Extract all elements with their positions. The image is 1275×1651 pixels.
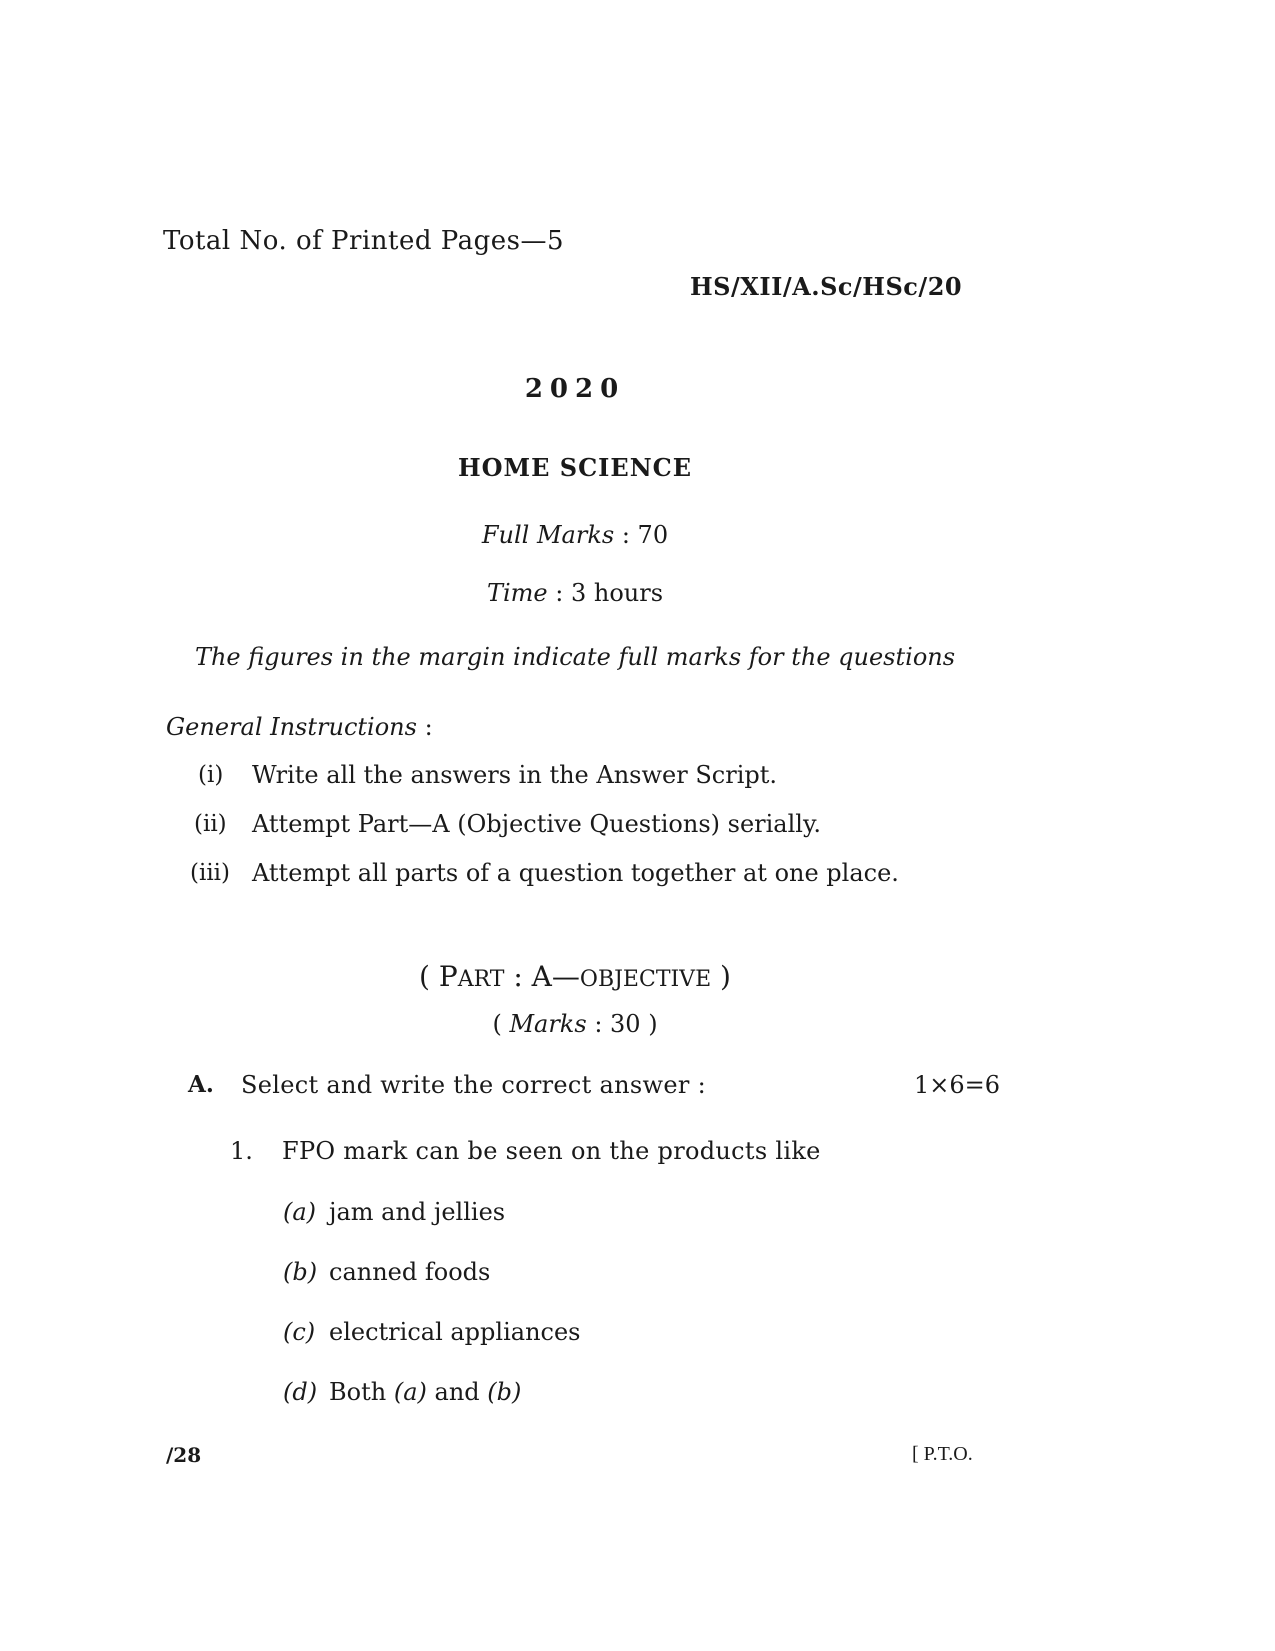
- option-d-text: [329, 1378, 521, 1406]
- footer-code: /28: [166, 1443, 202, 1467]
- marks-open-paren: (: [492, 1010, 502, 1038]
- option-b-text: canned foods: [329, 1258, 491, 1286]
- full-marks-value: : 70: [621, 521, 669, 549]
- part-objective: OBJECTIVE: [579, 967, 712, 992]
- part-word-rest: ART: [457, 967, 505, 992]
- part-word: [439, 960, 505, 993]
- section-a-instruction: Select and write the correct answer :: [241, 1071, 706, 1099]
- general-instructions-heading: [166, 713, 433, 741]
- exam-year: 2020: [524, 374, 626, 404]
- option-d-ref-a: (a): [393, 1378, 427, 1406]
- full-marks: [0, 521, 1150, 549]
- option-d-prefix: Both: [329, 1378, 387, 1406]
- option-d-ref-b: (b): [487, 1378, 522, 1406]
- option-d-and: and: [434, 1378, 480, 1406]
- section-a-marks: 1×6=6: [914, 1071, 1001, 1099]
- part-open-paren: (: [419, 960, 430, 993]
- subject-title: HOME SCIENCE: [457, 453, 693, 482]
- option-a-label: (a): [283, 1198, 317, 1226]
- footer-pto: [ P.T.O.: [912, 1443, 973, 1465]
- instruction-text: Write all the answers in the Answer Script.: [252, 761, 777, 789]
- part-separator: : A—: [513, 960, 580, 993]
- option-b-label: (b): [283, 1258, 318, 1286]
- time-label: Time: [486, 579, 548, 607]
- instruction-number: (i): [198, 762, 224, 788]
- instruction-text: Attempt all parts of a question together at one place.: [252, 859, 899, 887]
- option-d-label: (d): [283, 1378, 318, 1406]
- general-instructions-label: General Instructions: [166, 713, 417, 741]
- section-a-label: A.: [188, 1071, 214, 1098]
- marks-value: : 30 ): [594, 1010, 658, 1038]
- marks-label: Marks: [509, 1010, 587, 1038]
- part-a-heading: [0, 960, 1150, 993]
- paper-code: HS/XII/A.Sc/HSc/20: [690, 272, 963, 301]
- question-number: 1.: [230, 1137, 253, 1165]
- printed-pages-count: Total No. of Printed Pages—5: [163, 226, 564, 256]
- part-a-marks: [0, 1010, 1150, 1038]
- instruction-number: (ii): [194, 811, 227, 837]
- general-instructions-colon: :: [424, 713, 433, 741]
- option-c-text: electrical appliances: [329, 1318, 581, 1346]
- question-text: FPO mark can be seen on the products like: [282, 1137, 821, 1165]
- time-value: : 3 hours: [555, 579, 664, 607]
- part-close-paren: ): [720, 960, 731, 993]
- instruction-number: (iii): [190, 860, 231, 886]
- part-word-initial: P: [438, 960, 458, 993]
- instruction-text: Attempt Part—A (Objective Questions) serially.: [252, 810, 821, 838]
- option-a-text: jam and jellies: [329, 1198, 506, 1226]
- margin-note: The figures in the margin indicate full marks for the questions: [194, 643, 956, 671]
- option-c-label: (c): [283, 1318, 316, 1346]
- full-marks-label: Full Marks: [481, 521, 615, 549]
- exam-time: [0, 579, 1150, 607]
